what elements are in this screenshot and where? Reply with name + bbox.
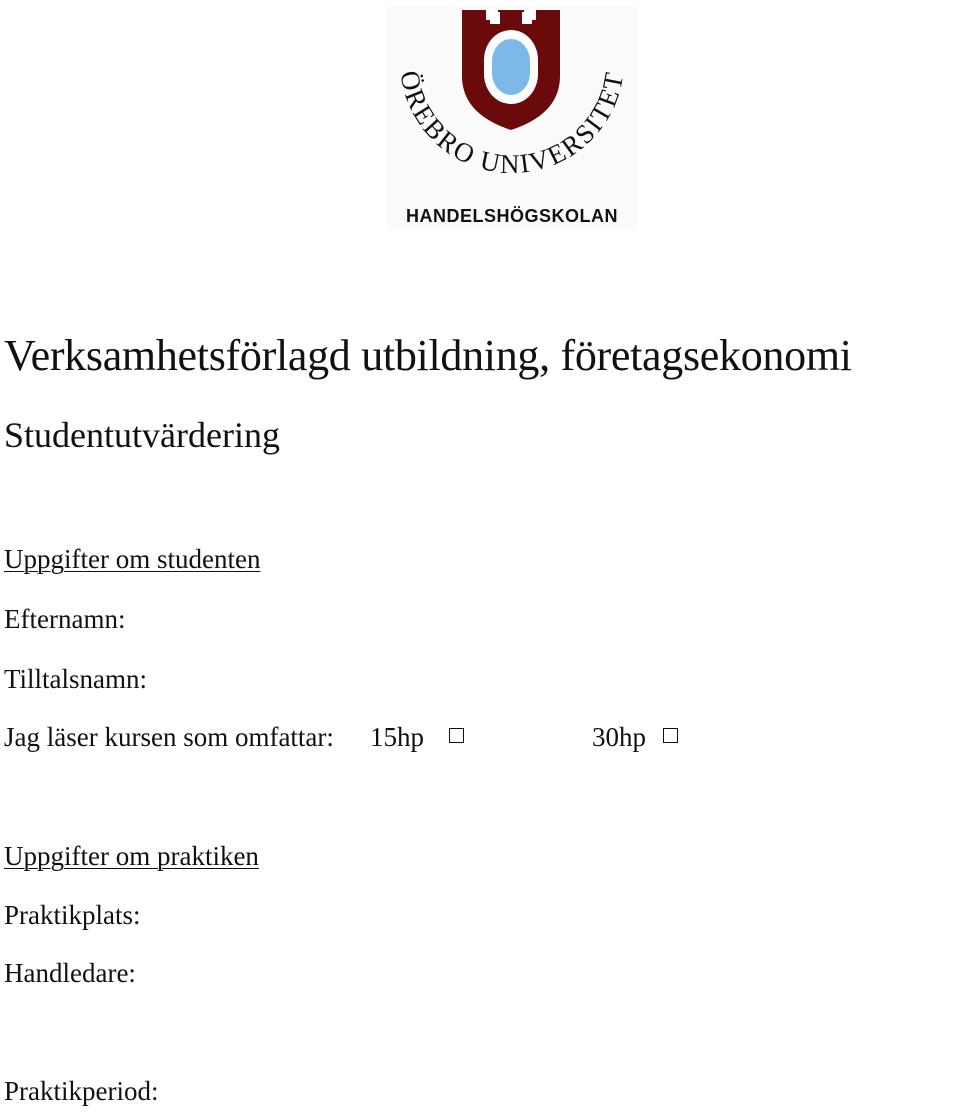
logo-o-inner — [492, 39, 530, 95]
option-30hp[interactable] — [592, 722, 678, 753]
logo-arc-text: ÖREBRO UNIVERSITET — [394, 68, 630, 180]
course-scope-question: Jag läser kursen som omfattar: — [4, 722, 334, 752]
internship-section-heading: Uppgifter om praktiken — [4, 841, 259, 871]
workplace-label: Praktikplats: — [4, 900, 141, 930]
supervisor-label: Handledare: — [4, 958, 136, 988]
logo-emblem — [386, 6, 638, 230]
student-section-heading: Uppgifter om studenten — [4, 544, 261, 574]
internship-period-label: Praktikperiod: — [4, 1076, 159, 1106]
university-logo — [386, 6, 638, 230]
document-title: Verksamhetsförlagd utbildning, företagsekonomi — [4, 331, 852, 380]
logo-umlaut-right — [522, 12, 532, 24]
first-name-label: Tilltalsnamn: — [4, 664, 148, 694]
surname-label: Efternamn: — [4, 604, 126, 634]
option-30hp-label: 30hp — [592, 722, 646, 752]
option-15hp-checkbox[interactable] — [449, 728, 464, 743]
logo-caption: HANDELSHÖGSKOLAN — [405, 206, 618, 226]
option-15hp[interactable] — [370, 722, 464, 753]
document-subtitle: Studentutvärdering — [4, 415, 280, 455]
logo-umlaut-left — [490, 12, 500, 24]
option-15hp-label: 15hp — [370, 722, 424, 752]
course-scope-row — [4, 722, 954, 758]
option-30hp-checkbox[interactable] — [663, 728, 678, 743]
